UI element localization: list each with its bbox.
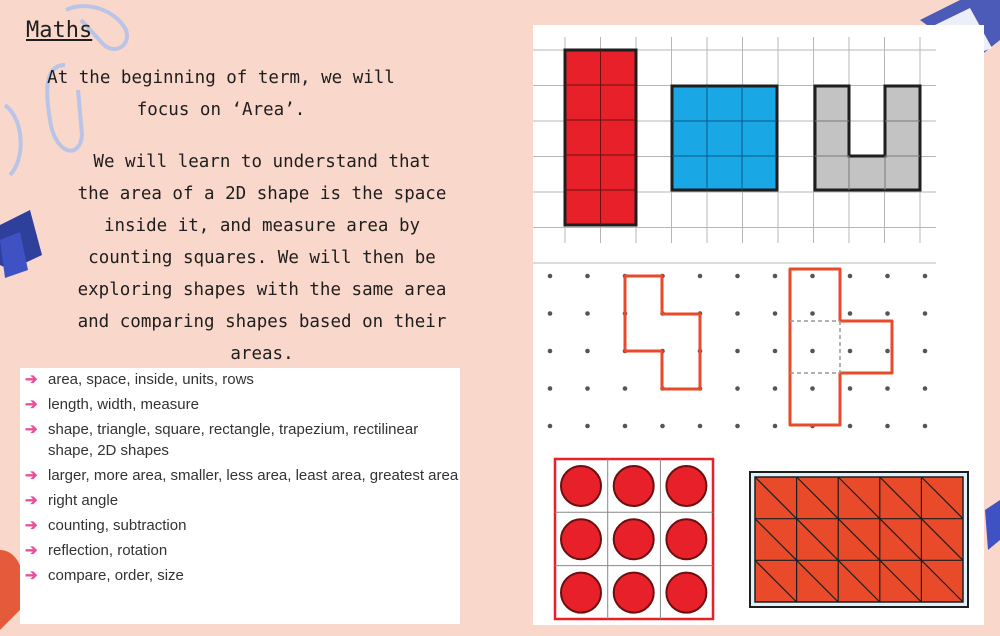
grid-dot xyxy=(923,424,928,429)
grid-dot xyxy=(585,349,590,354)
arrow-right-icon: ➔ xyxy=(25,517,38,534)
arrow-right-icon: ➔ xyxy=(25,542,38,559)
grid-dot xyxy=(810,349,815,354)
arrow-right-icon: ➔ xyxy=(25,567,38,584)
list-item xyxy=(20,369,460,390)
grid-dot xyxy=(698,274,703,279)
intro-paragraph-2 xyxy=(42,146,482,370)
grid-dot xyxy=(885,424,890,429)
grid-dot xyxy=(810,386,815,391)
red-counter-circle xyxy=(561,466,601,506)
grid-dot xyxy=(810,311,815,316)
triangle-grid-illustration xyxy=(750,472,968,607)
intro-line: inside it, and measure area by xyxy=(103,216,421,236)
grid-dot xyxy=(923,311,928,316)
pen-decoration xyxy=(0,210,45,280)
list-item xyxy=(20,540,460,561)
list-item-text: reflection, rotation xyxy=(48,542,168,559)
arrow-right-icon: ➔ xyxy=(25,467,38,484)
grid-dot xyxy=(735,274,740,279)
grid-dot xyxy=(773,424,778,429)
grid-dot xyxy=(735,349,740,354)
grid-dot xyxy=(885,386,890,391)
grid-dot xyxy=(548,349,553,354)
intro-line: and comparing shapes based on their xyxy=(77,312,447,332)
dot-grid xyxy=(548,274,928,429)
grid-dot xyxy=(548,274,553,279)
grid-dot xyxy=(885,311,890,316)
grid-dot xyxy=(585,311,590,316)
arrow-right-icon: ➔ xyxy=(25,371,38,388)
red-counter-circle xyxy=(666,466,706,506)
blue-square-shape xyxy=(672,86,777,190)
grid-dot xyxy=(623,424,628,429)
red-counter-circle xyxy=(561,573,601,613)
intro-paragraph-1 xyxy=(26,62,416,126)
orange-polygon-shape xyxy=(625,276,700,389)
grid-dot xyxy=(735,311,740,316)
list-item-text: area, space, inside, units, rows xyxy=(48,371,254,388)
red-counter-circle xyxy=(561,519,601,559)
list-item-text: right angle xyxy=(48,492,119,509)
grid-dot xyxy=(885,274,890,279)
grid-dot xyxy=(548,424,553,429)
list-item-text: counting, subtraction xyxy=(48,517,187,534)
red-counter-circle xyxy=(666,519,706,559)
grey-u-shape xyxy=(815,86,920,190)
page-title: Maths xyxy=(26,18,93,43)
red-counter-circle xyxy=(614,466,654,506)
area-illustrations xyxy=(533,25,984,625)
grid-dot xyxy=(848,311,853,316)
grid-dot xyxy=(848,424,853,429)
vocabulary-list xyxy=(20,368,460,624)
grid-dot xyxy=(735,424,740,429)
grid-dot xyxy=(623,386,628,391)
grid-dot xyxy=(848,349,853,354)
list-item-text: compare, order, size xyxy=(48,567,184,584)
list-item xyxy=(20,465,460,486)
grid-dot xyxy=(923,349,928,354)
grid-dot xyxy=(848,274,853,279)
grid-dot xyxy=(773,274,778,279)
circle-grid-illustration xyxy=(555,459,713,619)
intro-line: the area of a 2D shape is the space xyxy=(77,184,447,204)
grid-dot xyxy=(773,349,778,354)
list-item xyxy=(20,515,460,536)
grid-dot xyxy=(735,386,740,391)
intro-line: exploring shapes with the same area xyxy=(77,280,447,300)
red-counter-circle xyxy=(614,573,654,613)
list-item-text: length, width, measure xyxy=(48,396,199,413)
grid-dot xyxy=(923,386,928,391)
grid-dot xyxy=(660,424,665,429)
grid-dot xyxy=(773,386,778,391)
arrow-right-icon: ➔ xyxy=(25,421,38,438)
grid-dot xyxy=(773,311,778,316)
grid-dot xyxy=(585,424,590,429)
grid-dot xyxy=(585,386,590,391)
list-item xyxy=(20,394,460,415)
list-item xyxy=(20,490,460,511)
list-item xyxy=(20,419,460,461)
orange-cross-shape xyxy=(790,269,892,425)
arrow-right-icon: ➔ xyxy=(25,492,38,509)
intro-line: We will learn to understand that xyxy=(93,152,431,172)
red-counter-circle xyxy=(614,519,654,559)
intro-line: At the beginning of term, we will xyxy=(47,68,395,88)
grid-dot xyxy=(548,386,553,391)
grid-dot xyxy=(923,274,928,279)
grid-dot xyxy=(848,386,853,391)
grid-dot xyxy=(585,274,590,279)
dot-shapes xyxy=(625,269,892,425)
arrow-right-icon: ➔ xyxy=(25,396,38,413)
list-item xyxy=(20,565,460,586)
intro-line: areas. xyxy=(230,344,294,364)
red-counter-circle xyxy=(666,573,706,613)
grid-dot xyxy=(698,424,703,429)
grid-dot xyxy=(810,274,815,279)
list-item-text: larger, more area, smaller, less area, least area, greatest area xyxy=(48,467,459,484)
grid-dot xyxy=(548,311,553,316)
area-illustrations-panel xyxy=(533,25,984,625)
intro-line: focus on ‘Area’. xyxy=(136,100,306,120)
list-item-text: shape, triangle, square, rectangle, trapezium, rectilinear shape, 2D shapes xyxy=(48,421,419,459)
intro-line: counting squares. We will then be xyxy=(88,248,436,268)
grid-dot xyxy=(885,349,890,354)
